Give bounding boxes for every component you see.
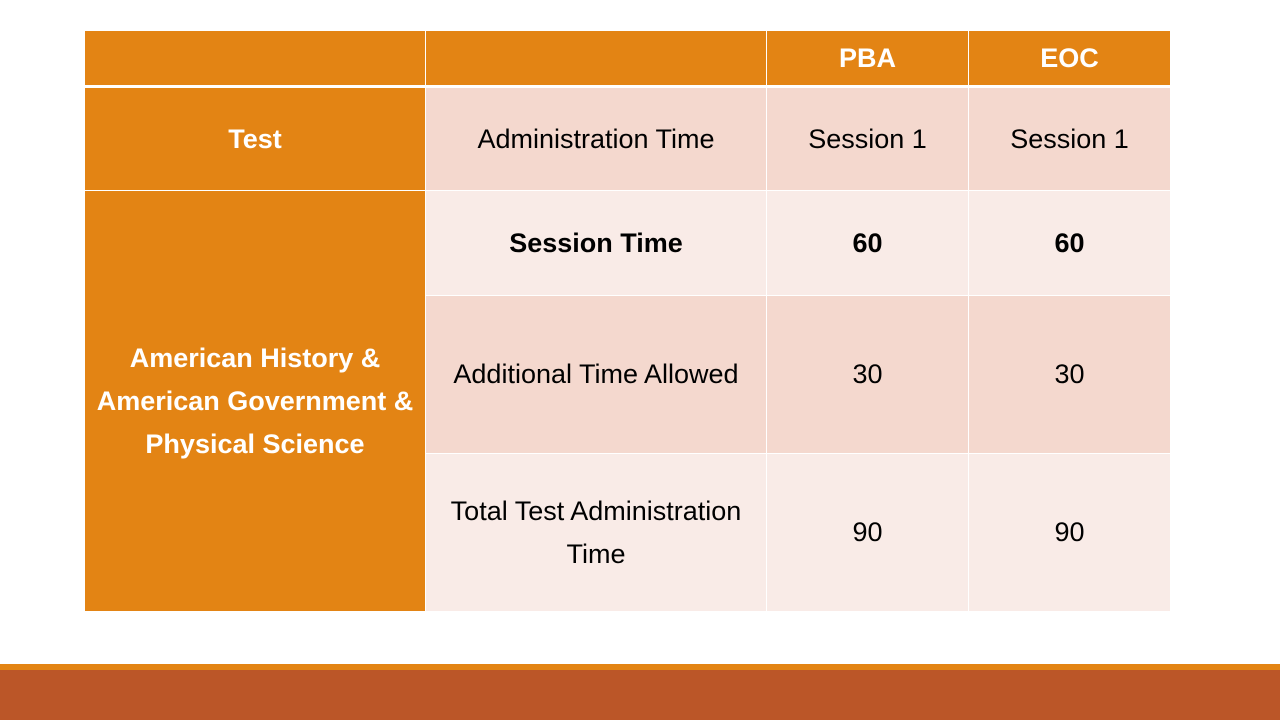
administration-time-cell: Administration Time	[426, 87, 767, 191]
pba-value-cell: 90	[767, 454, 969, 612]
eoc-value-cell: 30	[969, 296, 1171, 454]
footer-band	[0, 670, 1280, 720]
row-label-cell: Additional Time Allowed	[426, 296, 767, 454]
eoc-session-cell: Session 1	[969, 87, 1171, 191]
table-row	[85, 191, 1171, 296]
test-administration-table	[84, 30, 1171, 612]
header-cell-empty-1	[85, 31, 426, 87]
row-label-cell: Session Time	[426, 191, 767, 296]
header-cell-empty-2	[426, 31, 767, 87]
eoc-value-cell: 60	[969, 191, 1171, 296]
pba-session-cell: Session 1	[767, 87, 969, 191]
eoc-value-cell: 90	[969, 454, 1171, 612]
pba-value-cell: 60	[767, 191, 969, 296]
table-row	[85, 87, 1171, 191]
row-label-cell: Total Test Administration Time	[426, 454, 767, 612]
test-label-cell: Test	[85, 87, 426, 191]
pba-value-cell: 30	[767, 296, 969, 454]
subject-label-cell: American History & American Government & Physical Science	[85, 191, 426, 612]
header-cell-eoc: EOC	[969, 31, 1171, 87]
table-header-row	[85, 31, 1171, 87]
header-cell-pba: PBA	[767, 31, 969, 87]
